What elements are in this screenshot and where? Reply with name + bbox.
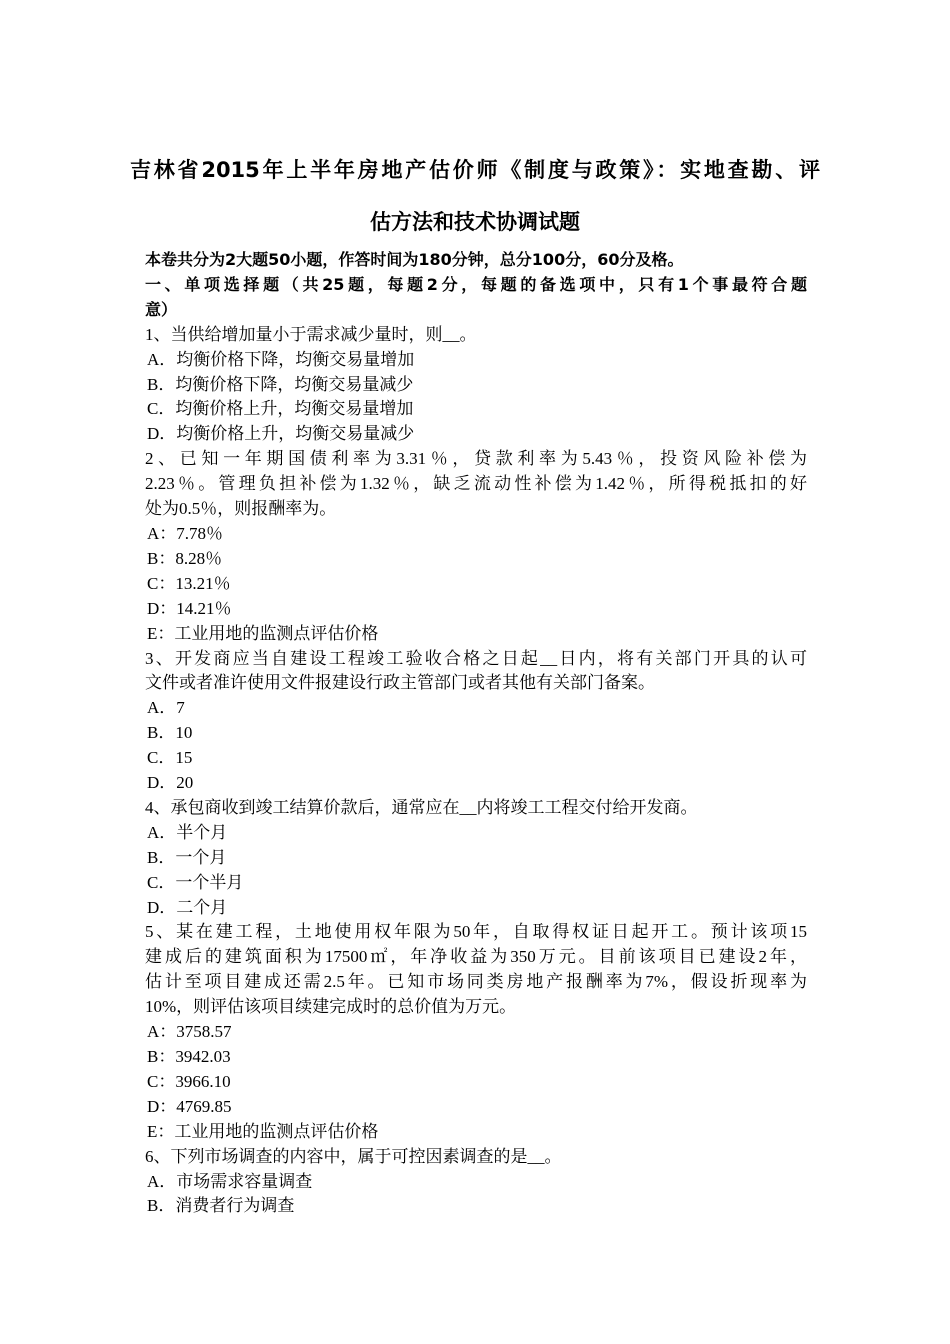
question-6 xyxy=(145,1145,807,1220)
question-stem: 4、承包商收到竣工结算价款后，通常应在__内将竣工工程交付给开发商。 xyxy=(145,797,698,817)
option-b: B．均衡价格下降，均衡交易量减少 xyxy=(147,374,414,394)
question-stem: 3、开发商应当自建设工程竣工验收合格之日起__日内，将有关部门开具的认可 xyxy=(145,648,807,668)
document-title xyxy=(130,144,820,248)
option-d: D：4769.85 xyxy=(147,1096,232,1116)
option-a: A：7.78％ xyxy=(147,523,224,543)
option-e: E：工业用地的监测点评估价格 xyxy=(147,623,379,643)
question-stem: 文件或者准许使用文件报建设行政主管部门或者其他有关部门备案。 xyxy=(145,673,655,693)
option-c: C．15 xyxy=(147,748,193,768)
option-a: A．7 xyxy=(147,698,185,718)
option-d: D：14.21％ xyxy=(147,598,232,618)
option-d: D．20 xyxy=(147,773,194,793)
option-a: A：3758.57 xyxy=(147,1022,232,1042)
question-stem: 2.23％。管理负担补偿为1.32％，缺乏流动性补偿为1.42％，所得税抵扣的好 xyxy=(145,474,807,494)
title-line-2: 估方法和技术协调试题 xyxy=(370,210,580,234)
option-a: A．半个月 xyxy=(147,822,228,842)
option-e: E：工业用地的监测点评估价格 xyxy=(147,1121,379,1141)
document-body xyxy=(145,248,807,1219)
question-stem: 处为0.5％，则报酬率为。 xyxy=(145,499,337,519)
title-line-1: 吉林省2015年上半年房地产估价师《制度与政策》：实地查勘、评 xyxy=(130,158,820,182)
question-stem: 建成后的建筑面积为17500㎡，年净收益为350万元。目前该项目已建设2年， xyxy=(145,947,807,967)
option-b: B．10 xyxy=(147,723,193,743)
question-5 xyxy=(145,920,807,1144)
option-c: C．一个半月 xyxy=(147,872,244,892)
question-stem: 10%，则评估该项目续建完成时的总价值为万元。 xyxy=(145,997,517,1017)
section-heading-line-1: 一、单项选择题（共25题，每题2分，每题的备选项中，只有1个事最符合题 xyxy=(145,274,807,294)
section-heading-line-2: 意） xyxy=(145,299,178,319)
option-a: A．均衡价格下降，均衡交易量增加 xyxy=(147,349,415,369)
option-b: B．一个月 xyxy=(147,847,227,867)
question-4 xyxy=(145,796,807,921)
option-c: C：3966.10 xyxy=(147,1071,231,1091)
question-stem: 1、当供给增加量小于需求减少量时，则__。 xyxy=(145,324,477,344)
option-b: B．消费者行为调查 xyxy=(147,1196,295,1216)
question-3 xyxy=(145,647,807,796)
option-c: C．均衡价格上升，均衡交易量增加 xyxy=(147,399,414,419)
question-stem: 5、某在建工程，土地使用权年限为50年，自取得权证日起开工。预计该项15 xyxy=(145,922,807,942)
option-b: B：3942.03 xyxy=(147,1047,231,1066)
question-stem: 2、已知一年期国债利率为3.31％，贷款利率为5.43％，投资风险补偿为 xyxy=(145,449,807,469)
question-2 xyxy=(145,447,807,646)
question-stem: 6、下列市场调查的内容中，属于可控因素调查的是__。 xyxy=(145,1146,562,1166)
question-1 xyxy=(145,323,807,448)
exam-intro: 本卷共分为2大题50小题，作答时间为180分钟，总分100分，60分及格。 xyxy=(145,250,684,269)
option-d: D．二个月 xyxy=(147,897,228,917)
question-stem: 估计至项目建成还需2.5年。已知市场同类房地产报酬率为7%，假设折现率为 xyxy=(145,972,807,992)
option-a: A．市场需求容量调查 xyxy=(147,1171,313,1191)
option-d: D．均衡价格上升，均衡交易量减少 xyxy=(147,424,415,444)
option-b: B：8.28％ xyxy=(147,548,223,568)
option-c: C：13.21％ xyxy=(147,573,231,593)
